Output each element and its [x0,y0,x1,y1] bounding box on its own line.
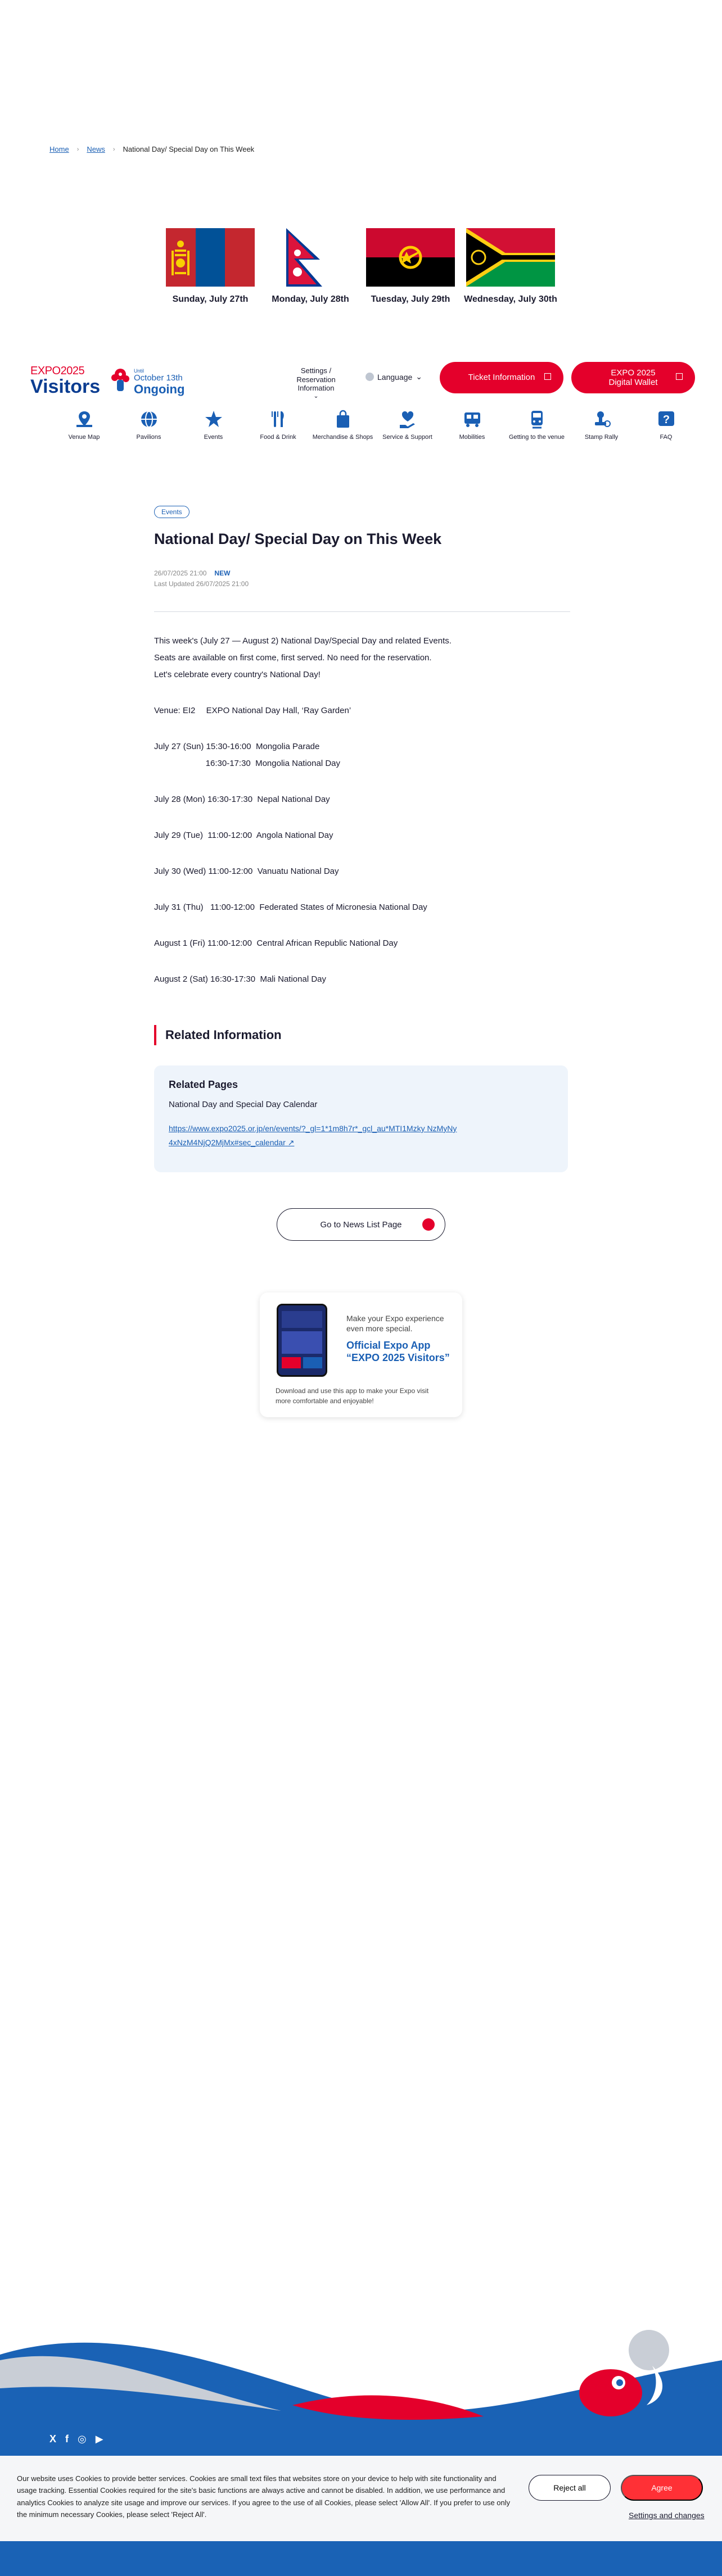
mongolia-flag-icon [166,228,255,287]
nav-label: Mobilities [459,434,485,441]
settings-reservation-button[interactable] [289,366,343,400]
external-link-icon: ↗ [287,1138,295,1148]
news-article [154,506,570,984]
nav-venue-map[interactable] [52,408,116,441]
ticket-information-button[interactable] [440,362,563,393]
wallet-button-label: EXPO 2025 Digital Wallet [608,368,658,387]
nav-faq[interactable] [634,408,698,441]
national-day-flags [165,228,556,305]
flag-card-nepal [265,228,355,305]
bus-icon [461,408,484,430]
nav-food-drink[interactable] [246,408,310,441]
flag-card-mongolia [165,228,255,305]
shopping-bag-icon [332,408,354,430]
globe-icon [365,373,374,381]
x-twitter-icon[interactable]: X [49,2433,57,2445]
nav-label: Service & Support [382,434,432,441]
nav-label: Merchandise & Shops [312,434,373,441]
vanuatu-flag-icon [466,228,555,287]
related-pages-subtitle: National Day and Special Day Calendar [169,1100,318,1109]
fork-knife-icon [267,408,290,430]
article-body [154,633,570,988]
intro-line: This week's (July 27 — August 2) National Day/Special Day and related Events. [154,636,452,646]
myaku-myaku-mascot-icon [108,366,133,393]
nav-stamp-rally[interactable] [569,408,634,441]
nav-label: Food & Drink [260,434,296,441]
schedule-line: August 2 (Sat) 16:30-17:30 Mali National Day [154,974,326,984]
ticket-button-label: Ticket Information [468,373,535,383]
nav-events[interactable] [181,408,246,441]
logo-bottom-text: Visitors [30,376,101,397]
digital-wallet-button[interactable] [571,362,695,393]
breadcrumb-current: National Day/ Special Day on This Week [123,145,255,153]
phone-mockup-image [277,1304,327,1377]
chevron-down-icon: ⌄ [313,392,319,400]
settings-label: Settings / Reservation Information [296,366,336,393]
chevron-down-icon: ⌄ [416,372,423,381]
calendar-link-text: https://www.expo2025.or.jp/en/events/?_gl=1*1m8h7r*_gcl_au*MTI1Mzky NzMyNy4xNzM4NjQ2MjMx#sec_calendar [169,1124,457,1148]
new-badge: NEW [214,569,231,577]
nav-label: Events [204,434,223,441]
chevron-right-icon: › [112,146,115,153]
nav-service-support[interactable] [375,408,440,441]
site-header [0,360,722,402]
category-tag[interactable]: Events [154,506,189,518]
article-meta [154,568,570,589]
flag-date-label: Wednesday, July 30th [464,294,557,304]
angola-flag-icon [366,228,455,287]
logo-top-text: EXPO2025 [30,365,85,377]
schedule-line: July 29 (Tue) 11:00-12:00 Angola National Day [154,831,333,840]
schedule-line: August 1 (Fri) 11:00-12:00 Central African Republic National Day [154,938,398,948]
ongoing-status [134,369,184,396]
updated-date: Last Updated 26/07/2025 21:00 [154,580,249,588]
flag-date-label: Monday, July 28th [272,294,349,304]
train-icon [526,408,548,430]
cookie-text: Our website uses Cookies to provide better services. Cookies are small text files that websites store on your device to help with site functionality and usage tracking. Essential Cookies required for the site's basic functions are always active and cannot be disabled. In addition, we use performance and analytics Cookies to analyze site usage and improve our services. If you agree to the use of all Cookies, please select 'Allow All'. If you prefer to use only the minimum necessary Cookies, please select 'Reject All'. [17,2474,511,2519]
nav-getting-to-venue[interactable] [504,408,569,441]
related-information-heading: Related Information [154,1025,282,1045]
nav-mobilities[interactable] [440,408,504,441]
intro-line: Let's celebrate every country's National Day! [154,670,321,679]
nav-label: Stamp Rally [584,434,619,441]
schedule-line: July 31 (Thu) 11:00-12:00 Federated States of Micronesia National Day [154,902,427,912]
schedule-line: July 27 (Sun) 15:30-16:00 Mongolia Parade [154,742,320,751]
related-pages-box [154,1065,568,1172]
flag-card-angola [365,228,455,305]
news-button-label: Go to News List Page [320,1219,402,1230]
related-pages-title: Related Pages [169,1079,238,1090]
flag-card-vanuatu [466,228,556,305]
instagram-icon[interactable]: ◎ [78,2433,87,2445]
expo-visitors-logo[interactable] [30,365,100,396]
nav-merchandise-shops[interactable] [310,408,375,441]
nav-label: Pavilions [136,434,161,441]
map-icon [73,408,96,430]
schedule-line: 16:30-17:30 Mongolia National Day [154,759,341,768]
ongoing-until: Until [134,368,145,374]
external-link-icon [544,373,551,380]
app-subtitle: Make your Expo experience even more special. [346,1314,444,1333]
main-nav [52,408,698,441]
chevron-right-icon: › [76,146,79,153]
nepal-flag-icon [266,228,355,287]
breadcrumb-news-link[interactable]: News [87,145,105,153]
globe-icon [138,408,160,430]
flag-date-label: Sunday, July 27th [172,294,249,304]
venue-line: Venue: EI2 EXPO National Day Hall, ‘Ray Garden’ [154,706,351,715]
cookie-banner [0,2456,722,2541]
breadcrumb-home-link[interactable]: Home [49,145,69,153]
question-icon [655,408,678,430]
reject-all-button[interactable]: Reject all [529,2475,611,2501]
stamp-icon [590,408,613,430]
nav-label: Venue Map [68,434,100,441]
official-app-card[interactable] [260,1292,462,1417]
arrow-circle-icon [422,1218,435,1231]
schedule-line: July 28 (Mon) 16:30-17:30 Nepal National Day [154,795,330,804]
page-title: National Day/ Special Day on This Week [154,530,442,547]
nav-pavilions[interactable] [116,408,181,441]
calendar-link[interactable] [169,1122,461,1150]
published-date: 26/07/2025 21:00 [154,569,207,577]
nav-label: Getting to the venue [508,434,565,441]
intro-line: Seats are available on first come, first served. No need for the reservation. [154,653,432,663]
heart-hand-icon [396,408,419,430]
app-description: Download and use this app to make your Expo visit more comfortable and enjoyable! [276,1387,429,1405]
language-selector[interactable] [365,372,422,382]
schedule-line: July 30 (Wed) 11:00-12:00 Vanuatu National Day [154,867,339,876]
external-link-icon [676,373,683,380]
svg-text:?: ? [662,414,670,426]
agree-button[interactable]: Agree [621,2475,703,2501]
cookie-settings-link[interactable]: Settings and changes [629,2511,705,2520]
star-icon [202,408,225,430]
ongoing-label: Ongoing [134,382,185,397]
flag-date-label: Tuesday, July 29th [371,294,450,304]
app-name: Official Expo App “EXPO 2025 Visitors” [346,1340,450,1363]
ongoing-date: October 13th [134,373,183,383]
divider [154,611,570,612]
facebook-icon[interactable]: f [65,2433,69,2445]
social-links [49,2433,103,2445]
breadcrumb [49,145,254,153]
nav-label: FAQ [660,434,673,441]
language-label: Language [377,372,413,382]
go-to-news-list-button[interactable] [277,1208,445,1241]
youtube-icon[interactable]: ▶ [95,2433,103,2445]
